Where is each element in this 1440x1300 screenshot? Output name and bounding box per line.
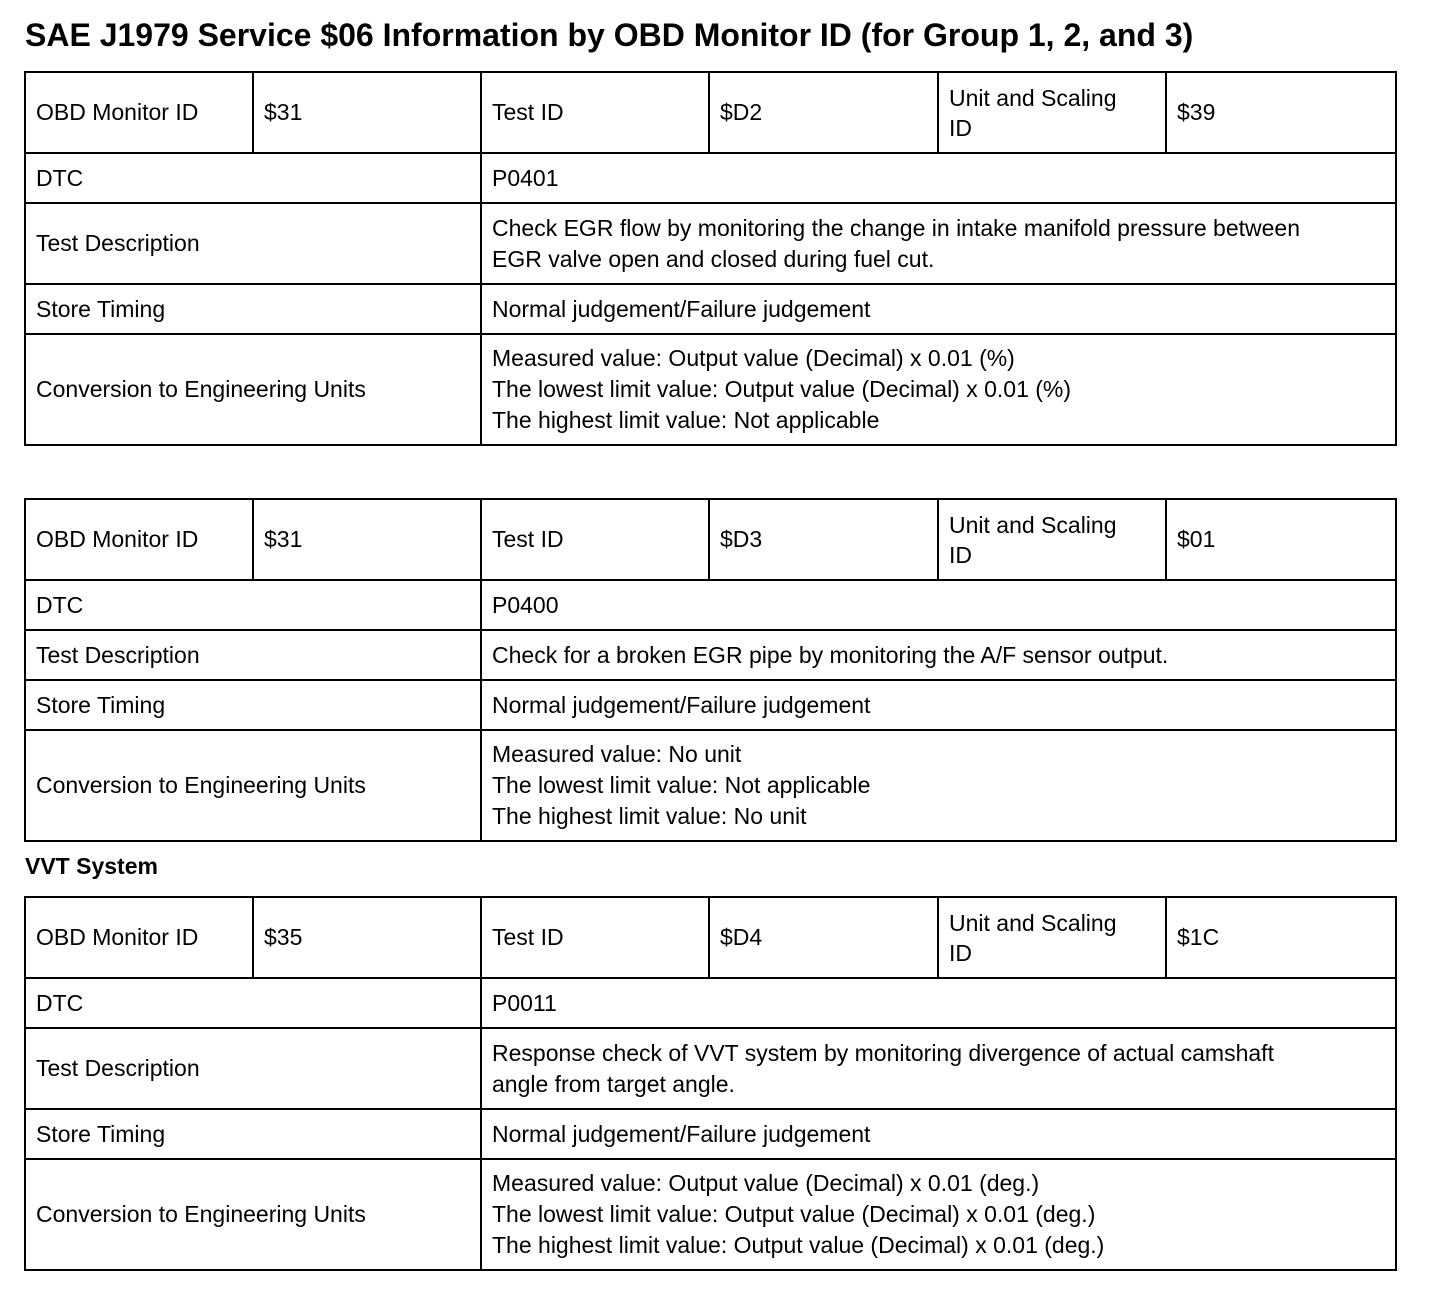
table-header-row bbox=[25, 897, 1396, 978]
store-timing-label: Store Timing bbox=[25, 1109, 481, 1159]
dtc-label: DTC bbox=[25, 978, 481, 1028]
dtc-value: P0011 bbox=[481, 978, 1396, 1028]
obd-monitor-id-value: $31 bbox=[253, 499, 481, 580]
dtc-row bbox=[25, 153, 1396, 203]
monitor-table bbox=[24, 896, 1397, 1271]
store-timing-row bbox=[25, 680, 1396, 730]
conversion-label: Conversion to Engineering Units bbox=[25, 730, 481, 841]
test-description-row bbox=[25, 1028, 1396, 1109]
obd-monitor-id-label: OBD Monitor ID bbox=[25, 499, 253, 580]
store-timing-row bbox=[25, 284, 1396, 334]
obd-monitor-id-value: $31 bbox=[253, 72, 481, 153]
monitor-table bbox=[24, 498, 1397, 842]
unit-scaling-id-label: Unit and Scaling ID bbox=[938, 72, 1166, 153]
conversion-value: Measured value: No unit The lowest limit value: Not applicable The highest limit value: No unit bbox=[481, 730, 1396, 841]
test-description-value: Check EGR flow by monitoring the change in intake manifold pressure between EGR valve open and closed during fuel cut. bbox=[481, 203, 1396, 284]
table-header-row bbox=[25, 499, 1396, 580]
test-id-label: Test ID bbox=[481, 72, 709, 153]
table-header-row bbox=[25, 72, 1396, 153]
test-id-label: Test ID bbox=[481, 897, 709, 978]
dtc-label: DTC bbox=[25, 580, 481, 630]
unit-scaling-id-value: $1C bbox=[1166, 897, 1396, 978]
conversion-label: Conversion to Engineering Units bbox=[25, 1159, 481, 1270]
conversion-row bbox=[25, 1159, 1396, 1270]
test-description-label: Test Description bbox=[25, 203, 481, 284]
test-description-value: Check for a broken EGR pipe by monitoring the A/F sensor output. bbox=[481, 630, 1396, 680]
test-id-label: Test ID bbox=[481, 499, 709, 580]
unit-scaling-id-label: Unit and Scaling ID bbox=[938, 897, 1166, 978]
unit-scaling-id-label: Unit and Scaling ID bbox=[938, 499, 1166, 580]
conversion-label: Conversion to Engineering Units bbox=[25, 334, 481, 445]
test-description-row bbox=[25, 630, 1396, 680]
dtc-row bbox=[25, 580, 1396, 630]
store-timing-row bbox=[25, 1109, 1396, 1159]
dtc-value: P0400 bbox=[481, 580, 1396, 630]
test-description-label: Test Description bbox=[25, 1028, 481, 1109]
dtc-value: P0401 bbox=[481, 153, 1396, 203]
conversion-value: Measured value: Output value (Decimal) x 0.01 (deg.) The lowest limit value: Output value (Decimal) x 0.01 (deg.) The highest limit value: Output value (Decimal) x 0.01 (deg.) bbox=[481, 1159, 1396, 1270]
test-id-value: $D4 bbox=[709, 897, 938, 978]
monitor-table bbox=[24, 71, 1397, 446]
obd-monitor-id-value: $35 bbox=[253, 897, 481, 978]
store-timing-label: Store Timing bbox=[25, 284, 481, 334]
test-description-row bbox=[25, 203, 1396, 284]
store-timing-value: Normal judgement/Failure judgement bbox=[481, 1109, 1396, 1159]
obd-monitor-id-label: OBD Monitor ID bbox=[25, 72, 253, 153]
store-timing-value: Normal judgement/Failure judgement bbox=[481, 680, 1396, 730]
conversion-row bbox=[25, 334, 1396, 445]
conversion-row bbox=[25, 730, 1396, 841]
page-title: SAE J1979 Service $06 Information by OBD Monitor ID (for Group 1, 2, and 3) bbox=[25, 17, 1194, 53]
unit-scaling-id-value: $39 bbox=[1166, 72, 1396, 153]
test-description-value: Response check of VVT system by monitoring divergence of actual camshaft angle from target angle. bbox=[481, 1028, 1396, 1109]
store-timing-value: Normal judgement/Failure judgement bbox=[481, 284, 1396, 334]
test-description-label: Test Description bbox=[25, 630, 481, 680]
test-id-value: $D2 bbox=[709, 72, 938, 153]
section-heading-vvt: VVT System bbox=[25, 853, 158, 879]
conversion-value: Measured value: Output value (Decimal) x 0.01 (%) The lowest limit value: Output value (Decimal) x 0.01 (%) The highest limit value: Not applicable bbox=[481, 334, 1396, 445]
obd-monitor-id-label: OBD Monitor ID bbox=[25, 897, 253, 978]
dtc-label: DTC bbox=[25, 153, 481, 203]
unit-scaling-id-value: $01 bbox=[1166, 499, 1396, 580]
test-id-value: $D3 bbox=[709, 499, 938, 580]
store-timing-label: Store Timing bbox=[25, 680, 481, 730]
dtc-row bbox=[25, 978, 1396, 1028]
